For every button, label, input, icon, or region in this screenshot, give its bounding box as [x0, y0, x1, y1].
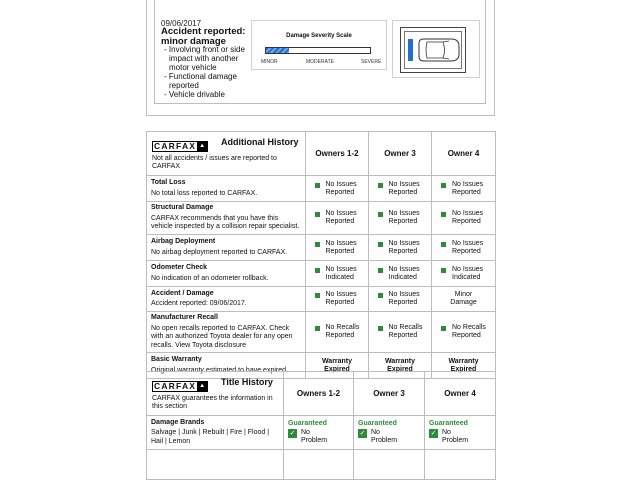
carfax-logo: CARFAX ▲: [152, 381, 208, 392]
status-cell: No Issues Reported: [369, 181, 431, 197]
table-row: [147, 176, 496, 202]
checkmark-icon: ✓: [289, 430, 296, 437]
status-cell: No Recalls Reported: [369, 324, 431, 340]
green-square-icon: [441, 326, 446, 331]
row-title: Manufacturer Recall: [151, 314, 218, 321]
row-title: Accident / Damage: [151, 289, 214, 297]
title-history-table: [146, 371, 496, 480]
status-cell: No Recalls Reported: [432, 324, 495, 340]
table-row: [147, 450, 496, 480]
severity-label-severe: SEVERE: [361, 59, 382, 65]
table-row: [147, 312, 496, 353]
status-cell: Minor Damage: [450, 291, 477, 306]
row-title: Basic Warranty: [151, 356, 202, 363]
green-square-icon: [315, 293, 320, 298]
status-cell: No Issues Reported: [432, 210, 495, 226]
severity-fill: [266, 48, 289, 53]
status-cell: No Issues Reported: [306, 181, 368, 197]
row-title: Total Loss: [151, 179, 186, 186]
accident-detail-item: - Involving front or side impact with another motor vehicle: [161, 45, 253, 72]
owner-column-header: Owner 3: [369, 132, 432, 176]
table-row: [147, 235, 496, 261]
status-cell: No Issues Reported: [306, 210, 368, 226]
status-cell: No Issues Reported: [369, 240, 431, 256]
green-square-icon: [378, 268, 383, 273]
row-title: Odometer Check: [151, 264, 208, 271]
section-subtitle: Not all accidents / issues are reported to CARFAX: [152, 155, 277, 170]
status-cell: No Issues Indicated: [432, 266, 495, 282]
owner-column-header: Owner 3: [354, 372, 425, 416]
green-square-icon: [378, 293, 383, 298]
row-description: Salvage | Junk | Rebuilt | Fire | Flood | Hail | Lemon: [151, 429, 270, 445]
row-description: No open recalls reported to CARFAX. Check with an authorized Toyota dealer for any open recalls. View Toyota disclosure: [151, 324, 293, 349]
guarantee-cell: Guaranteed ✓ No Problem: [425, 416, 496, 450]
row-description: No total loss reported to CARFAX.: [151, 189, 258, 197]
impact-diagram: [392, 20, 480, 78]
green-square-icon: [441, 183, 446, 188]
green-square-icon: [378, 212, 383, 217]
green-square-icon: [441, 212, 446, 217]
row-title: Structural Damage: [151, 204, 214, 212]
status-cell: No Issues Indicated: [306, 266, 368, 282]
green-square-icon: [315, 183, 320, 188]
status-cell: Warranty Expired: [384, 357, 416, 373]
severity-label-minor: MINOR: [261, 59, 278, 65]
row-title: Damage Brands: [151, 418, 205, 426]
checkmark-icon: ✓: [430, 430, 437, 437]
status-cell: Warranty Expired: [321, 357, 353, 373]
section-title: Title History: [221, 377, 273, 387]
status-cell: No Issues Reported: [432, 240, 495, 256]
accident-details: [161, 45, 253, 99]
accident-detail-item: - Functional damage reported: [161, 72, 253, 90]
accident-date: 09/06/2017: [161, 19, 202, 28]
owner-column-header: Owners 1-2: [306, 132, 369, 176]
status-cell: No Issues Reported: [306, 240, 368, 256]
green-square-icon: [441, 268, 446, 273]
green-square-icon: [378, 326, 383, 331]
owner-column-header: Owners 1-2: [284, 372, 354, 416]
table-row: [147, 202, 496, 235]
row-description: No airbag deployment reported to CARFAX.: [151, 248, 288, 256]
table-row: [147, 416, 496, 450]
green-square-icon: [378, 183, 383, 188]
checkmark-icon: ✓: [359, 430, 366, 437]
status-cell: No Issues Reported: [369, 210, 431, 226]
carfax-fox-icon: ▲: [197, 382, 207, 391]
row-description: CARFAX recommends that you have this vehicle inspected by a collision repair specialist.: [151, 214, 300, 231]
status-cell: No Issues Reported: [369, 291, 431, 307]
additional-history-table: [146, 131, 496, 379]
parking-spot-icon: [400, 27, 466, 73]
impact-zone-marker: [408, 39, 413, 61]
carfax-fox-icon: ▲: [197, 142, 207, 151]
green-square-icon: [315, 326, 320, 331]
row-description: Original warranty estimated to have expired.: [151, 366, 288, 374]
status-cell: No Recalls Reported: [306, 324, 368, 340]
green-square-icon: [441, 242, 446, 247]
status-cell: No Issues Reported: [432, 181, 495, 197]
car-top-view-icon: [415, 37, 461, 63]
status-cell: Warranty Expired: [448, 357, 479, 373]
severity-bar: [265, 47, 371, 54]
table-header-row: [147, 132, 496, 176]
additional-history-header: [147, 132, 306, 176]
status-cell: No Issues Reported: [306, 291, 368, 307]
severity-label-moderate: MODERATE: [306, 59, 334, 65]
green-square-icon: [315, 242, 320, 247]
green-square-icon: [315, 212, 320, 217]
green-square-icon: [378, 242, 383, 247]
table-row: [147, 287, 496, 312]
severity-title: Damage Severity Scale: [286, 33, 352, 39]
title-history-header: [147, 372, 284, 416]
owner-column-header: Owner 4: [425, 372, 496, 416]
table-row: [147, 261, 496, 287]
accident-detail-item: - Vehicle drivable: [161, 90, 253, 99]
green-square-icon: [315, 268, 320, 273]
table-header-row: [147, 372, 496, 416]
carfax-logo: CARFAX ▲: [152, 141, 208, 152]
accident-title: Accident reported: minor damage: [161, 26, 246, 47]
guarantee-cell: Guaranteed ✓ No Problem: [354, 416, 425, 450]
section-title: Additional History: [221, 137, 299, 147]
section-subtitle: CARFAX guarantees the information in this section: [152, 395, 273, 410]
row-description: Accident reported: 09/06/2017.: [151, 300, 247, 307]
status-cell: No Issues Indicated: [369, 266, 431, 282]
guarantee-cell: Guaranteed ✓ No Problem: [284, 416, 354, 450]
row-description: No indication of an odometer rollback.: [151, 274, 269, 282]
owner-column-header: Owner 4: [432, 132, 496, 176]
damage-severity-scale: [251, 20, 387, 70]
row-title: Airbag Deployment: [151, 238, 216, 245]
